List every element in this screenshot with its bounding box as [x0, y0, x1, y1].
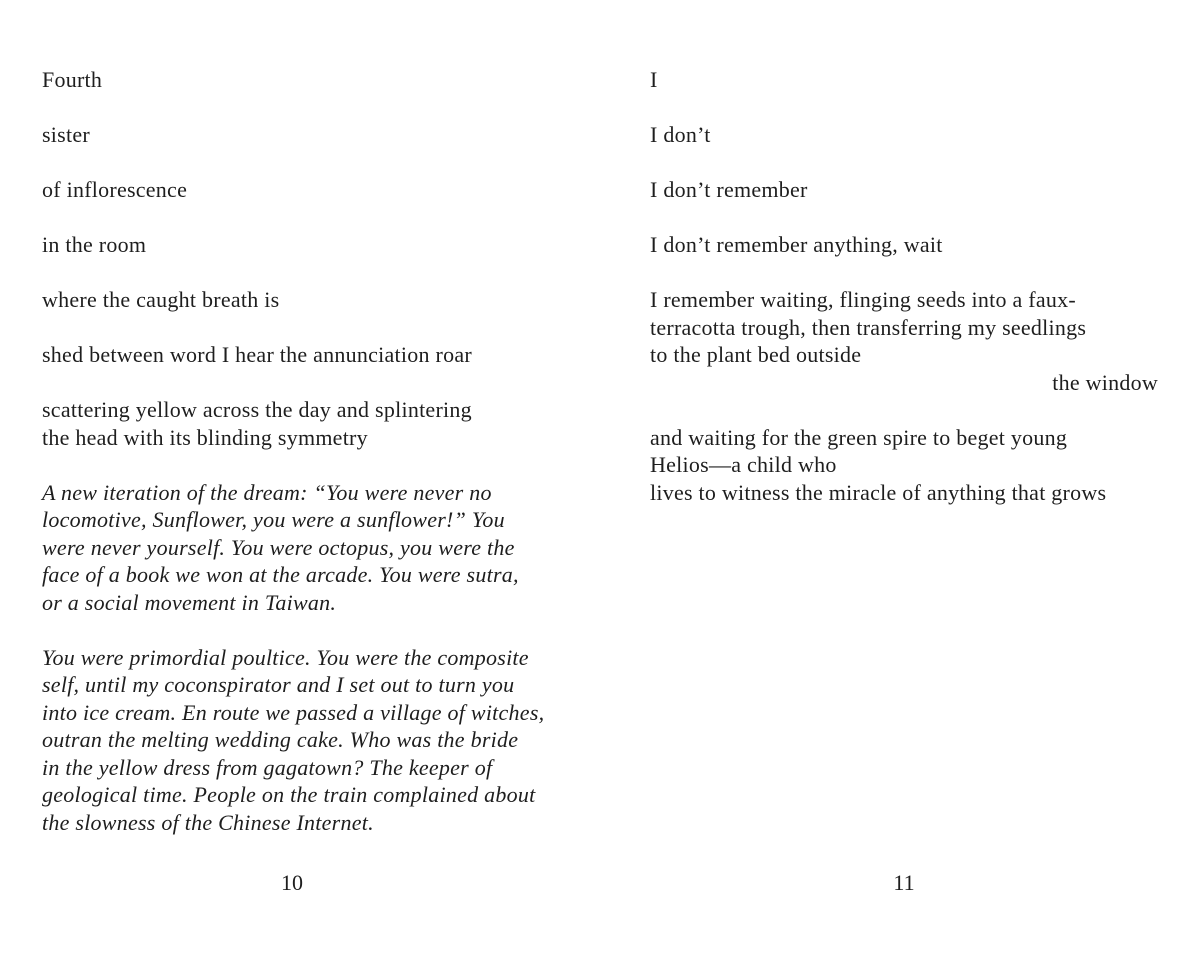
stanza-italic-dream: [42, 479, 542, 617]
poem-line-right-aligned: the window: [1052, 369, 1158, 395]
poem-line: locomotive, Sunflower, you were a sunflower!” You: [42, 507, 505, 532]
stanza: [42, 341, 542, 369]
poem-line: scattering yellow across the day and splintering: [42, 397, 472, 422]
page-number-right: 11: [893, 870, 915, 895]
poem-line: self, until my coconspirator and I set out to turn you: [42, 672, 515, 697]
stanza: [650, 66, 1158, 94]
stanza: [42, 176, 542, 204]
poem-line: terracotta trough, then transferring my seedlings: [650, 314, 1087, 340]
page-number-left: 10: [281, 870, 303, 895]
poem-line: of inflorescence: [42, 177, 188, 202]
poem-line: and waiting for the green spire to beget young: [650, 424, 1068, 450]
poem-line: lives to witness the miracle of anything that grows: [650, 479, 1107, 505]
poem-line: shed between word I hear the annunciation roar: [42, 342, 472, 367]
poem-line: I don’t remember anything, wait: [650, 232, 943, 257]
poem-line: I don’t remember: [650, 177, 808, 202]
stanza: [42, 121, 542, 149]
poem-line: the slowness of the Chinese Internet.: [42, 809, 374, 835]
stanza: [42, 396, 542, 451]
poem-line: to the plant bed outside: [650, 342, 862, 367]
left-page: [42, 66, 545, 864]
stanza: [650, 424, 1158, 507]
poem-line: in the yellow dress from gagatown? The keeper of: [42, 754, 493, 780]
stanza: [650, 176, 1158, 204]
stanza: [650, 286, 1158, 396]
poem-line: or a social movement in Taiwan.: [42, 589, 337, 615]
stanza: [42, 286, 542, 314]
poem-line: the head with its blinding symmetry: [42, 424, 368, 450]
poem-line: A new iteration of the dream: “You were never no: [42, 479, 492, 505]
right-page: [650, 66, 1158, 534]
stanza: [42, 231, 542, 259]
stanza: [42, 66, 542, 94]
poem-line: in the room: [42, 232, 147, 257]
stanza-italic-poultice: [42, 644, 545, 837]
poem-line: sister: [42, 122, 90, 147]
poem-line: geological time. People on the train complained about: [42, 782, 536, 807]
poem-line: face of a book we won at the arcade. You were sutra,: [42, 562, 519, 587]
poem-line: where the caught breath is: [42, 287, 280, 312]
poem-line: Fourth: [42, 67, 103, 92]
stanza: [650, 231, 1158, 259]
poem-line: You were primordial poultice. You were the composite: [42, 644, 529, 670]
poem-line: I remember waiting, flinging seeds into a faux-: [650, 287, 1076, 312]
poem-line: into ice cream. En route we passed a village of witches,: [42, 699, 545, 725]
poem-line: I don’t: [650, 122, 711, 147]
poem-line: I: [650, 67, 658, 92]
poem-line: outran the melting wedding cake. Who was the bride: [42, 727, 519, 752]
poem-line: Helios—a child who: [650, 452, 837, 477]
poem-line: were never yourself. You were octopus, you were the: [42, 534, 515, 560]
stanza: [650, 121, 1158, 149]
